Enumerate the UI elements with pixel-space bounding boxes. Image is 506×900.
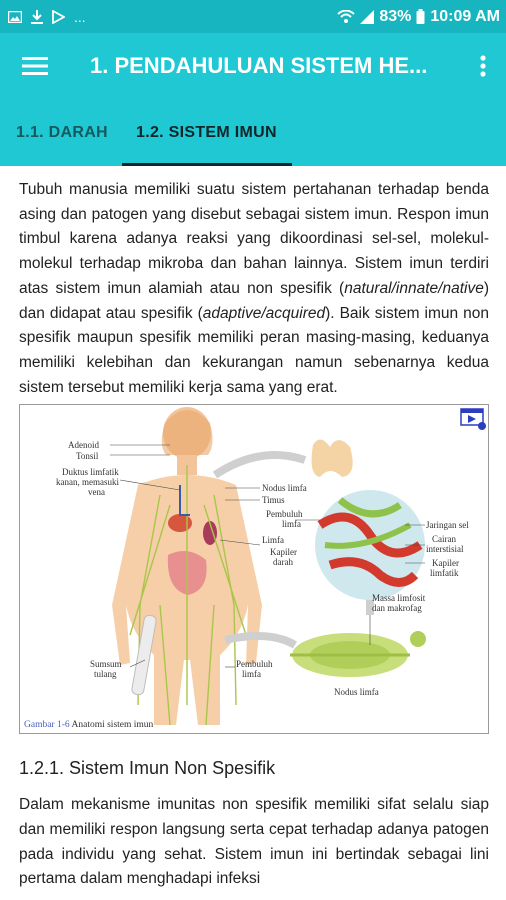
clock: 10:09 AM: [430, 7, 500, 25]
tab-darah[interactable]: 1.1. DARAH: [16, 123, 108, 141]
label-limfa: Limfa: [262, 535, 284, 546]
tab-sistem-imun[interactable]: 1.2. SISTEM IMUN: [122, 99, 292, 166]
label-kapiler-darah-1: Kapiler: [270, 547, 297, 558]
more-vert-icon: [480, 55, 486, 77]
label-sumsum-2: tulang: [94, 669, 117, 680]
label-timus: Timus: [262, 495, 285, 506]
label-massa-1: Massa limfosit: [372, 593, 426, 604]
label-adenoid: Adenoid: [68, 440, 99, 451]
intro-paragraph: Tubuh manusia memiliki suatu sistem pertahanan terhadap benda asing dan patogen yang disebut sebagai sistem imun. Respon imun timbul karena adanya reaksi yang dikoordinasi sel-sel, molekul-molekul terhadap mikroba dan bahan lainnya. Sistem imun terdiri atas sistem imun alamiah atau non spesifik (natural/innate/native) dan didapat atau spesifik (adaptive/acquired). Baik sistem imun non spesifik maupun spesifik memiliki peran masing-masing, keduanya memiliki kelebihan dan kekurangan namun sebenarnya kedua sistem tersebut memiliki kerja sama yang erat.: [19, 181, 489, 396]
label-pembuluh-1b: limfa: [282, 519, 301, 530]
gallery-icon: [8, 11, 22, 23]
label-duktus-2: kanan, memasuki: [56, 477, 119, 488]
menu-button[interactable]: [0, 33, 70, 99]
status-bar: [0, 0, 506, 33]
label-cairan-2: interstisial: [426, 544, 464, 555]
label-kapiler-limfatik-1: Kapiler: [432, 558, 459, 569]
label-nodus-limfa-2: Nodus limfa: [334, 687, 379, 698]
more-notifications: ...: [74, 8, 86, 25]
label-massa-2: dan makrofag: [372, 603, 422, 614]
label-pembuluh-1a: Pembuluh: [266, 509, 303, 520]
notification-icons: [8, 9, 86, 25]
section-paragraph: Dalam mekanisme imunitas non spesifik memiliki sifat selalu siap dan memiliki respon langsung serta cepat terhadap adanya patogen pada individu yang sehat. Sistem imun ini bertindak sebagai lini pertama dalam menghadapi infeksi: [19, 796, 489, 888]
label-duktus-1: Duktus limfatik: [62, 467, 119, 478]
figure-caption: Gambar 1-6 Anatomi sistem imun: [24, 720, 154, 731]
section-heading: 1.2.1. Sistem Imun Non Spesifik: [19, 758, 276, 779]
lymph-node-illustration: [290, 631, 426, 677]
label-nodus-limfa-1: Nodus limfa: [262, 483, 307, 494]
app-bar: [0, 33, 506, 99]
page-title: 1. PENDAHULUAN SISTEM HE...: [90, 53, 428, 78]
battery-percent: 83%: [379, 7, 412, 25]
anatomy-illustration: [20, 405, 490, 735]
article-content: [0, 166, 506, 892]
battery-icon: [416, 9, 425, 24]
immune-anatomy-figure: [19, 404, 489, 734]
hamburger-icon: [22, 56, 48, 76]
label-sumsum-1: Sumsum: [90, 659, 122, 670]
label-duktus-3: vena: [88, 487, 105, 498]
label-cairan-1: Cairan: [432, 534, 456, 545]
label-jaringan-sel: Jaringan sel: [426, 520, 469, 531]
video-icon[interactable]: [461, 409, 486, 430]
overflow-menu-button[interactable]: [460, 33, 506, 99]
label-pembuluh-2b: limfa: [242, 669, 261, 680]
play-store-icon: [52, 10, 65, 24]
download-icon: [31, 10, 43, 24]
wifi-icon: [337, 10, 355, 24]
label-kapiler-darah-2: darah: [273, 557, 293, 568]
tab-bar: [0, 99, 506, 166]
label-tonsil: Tonsil: [76, 451, 99, 462]
label-kapiler-limfatik-2: limfatik: [430, 568, 459, 579]
signal-icon: [360, 10, 374, 24]
label-pembuluh-2a: Pembuluh: [236, 659, 273, 670]
